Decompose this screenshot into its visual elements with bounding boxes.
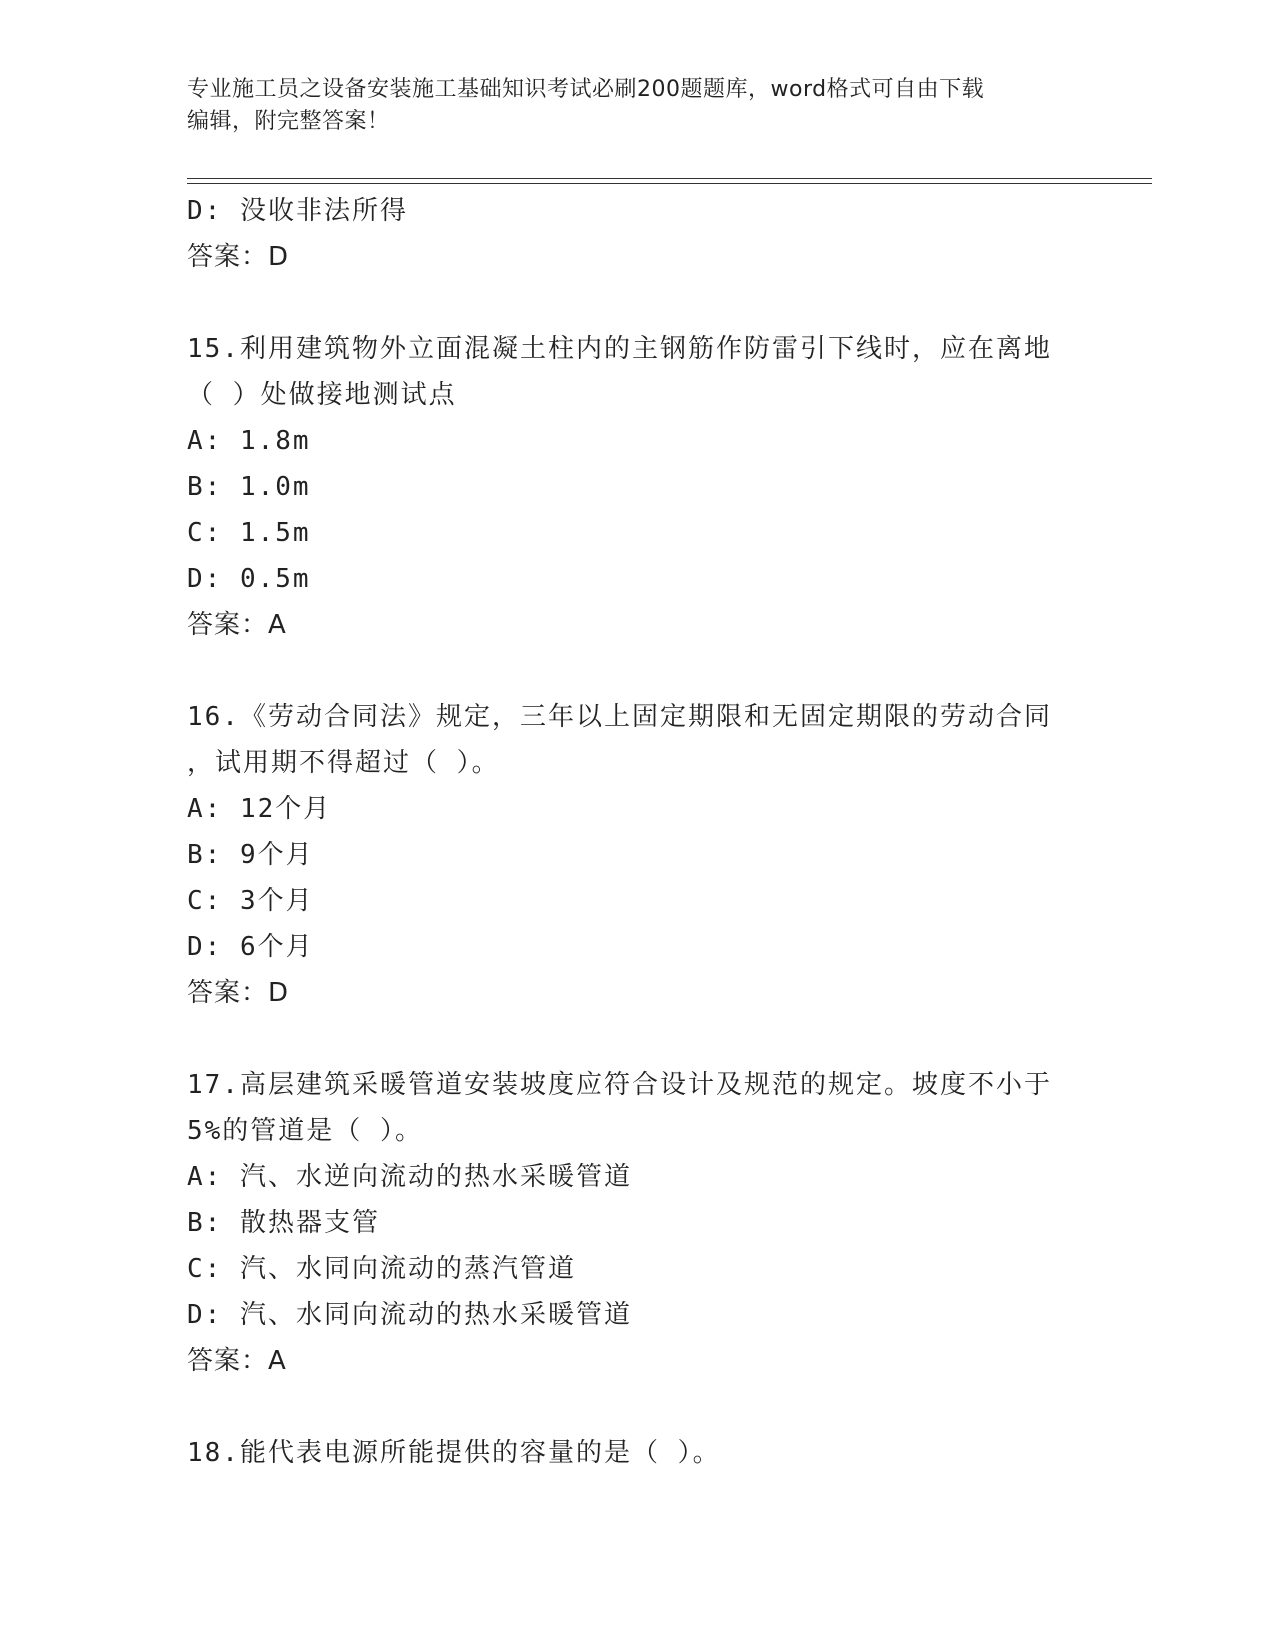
option-c: C: 1.5m — [187, 518, 311, 548]
question-17 — [187, 1062, 1087, 1384]
question-18 — [187, 1430, 1087, 1476]
answer: 答案：A — [187, 1346, 287, 1376]
option-d: D: 没收非法所得 — [187, 196, 408, 226]
option-a: A: 1.8m — [187, 426, 311, 456]
question-text: 18.能代表电源所能提供的容量的是（ ）。 — [187, 1438, 721, 1468]
question-text: 16.《劳动合同法》规定，三年以上固定期限和无固定期限的劳动合同 — [187, 702, 1052, 732]
option-a: A: 12个月 — [187, 794, 332, 824]
question-text-cont: ，试用期不得超过（ ）。 — [187, 748, 500, 778]
answer: 答案：A — [187, 610, 287, 640]
question-text: 17.高层建筑采暖管道安装坡度应符合设计及规范的规定。坡度不小于 — [187, 1070, 1052, 1100]
header-line-2: 编辑，附完整答案！ — [187, 109, 390, 134]
option-c: C: 3个月 — [187, 886, 314, 916]
prev-question — [187, 188, 1087, 280]
question-text-cont: 5%的管道是（ ）。 — [187, 1116, 423, 1146]
option-d: D: 汽、水同向流动的热水采暖管道 — [187, 1300, 632, 1330]
header-rule-bottom — [187, 183, 1152, 184]
header-rule-top — [187, 178, 1152, 179]
option-d: D: 6个月 — [187, 932, 314, 962]
question-16 — [187, 694, 1087, 1016]
option-b: B: 9个月 — [187, 840, 314, 870]
answer: 答案：D — [187, 242, 290, 272]
option-d: D: 0.5m — [187, 564, 311, 594]
question-text-cont: （ ）处做接地测试点 — [187, 380, 457, 410]
document-header — [187, 74, 1067, 138]
header-line-1: 专业施工员之设备安装施工基础知识考试必刷200题题库，word格式可自由下载 — [187, 77, 985, 102]
option-b: B: 散热器支管 — [187, 1208, 380, 1238]
answer: 答案：D — [187, 978, 290, 1008]
question-text: 15.利用建筑物外立面混凝土柱内的主钢筋作防雷引下线时，应在离地 — [187, 334, 1052, 364]
option-b: B: 1.0m — [187, 472, 311, 502]
question-15 — [187, 326, 1087, 648]
option-c: C: 汽、水同向流动的蒸汽管道 — [187, 1254, 576, 1284]
option-a: A: 汽、水逆向流动的热水采暖管道 — [187, 1162, 632, 1192]
document-body — [187, 188, 1087, 1476]
